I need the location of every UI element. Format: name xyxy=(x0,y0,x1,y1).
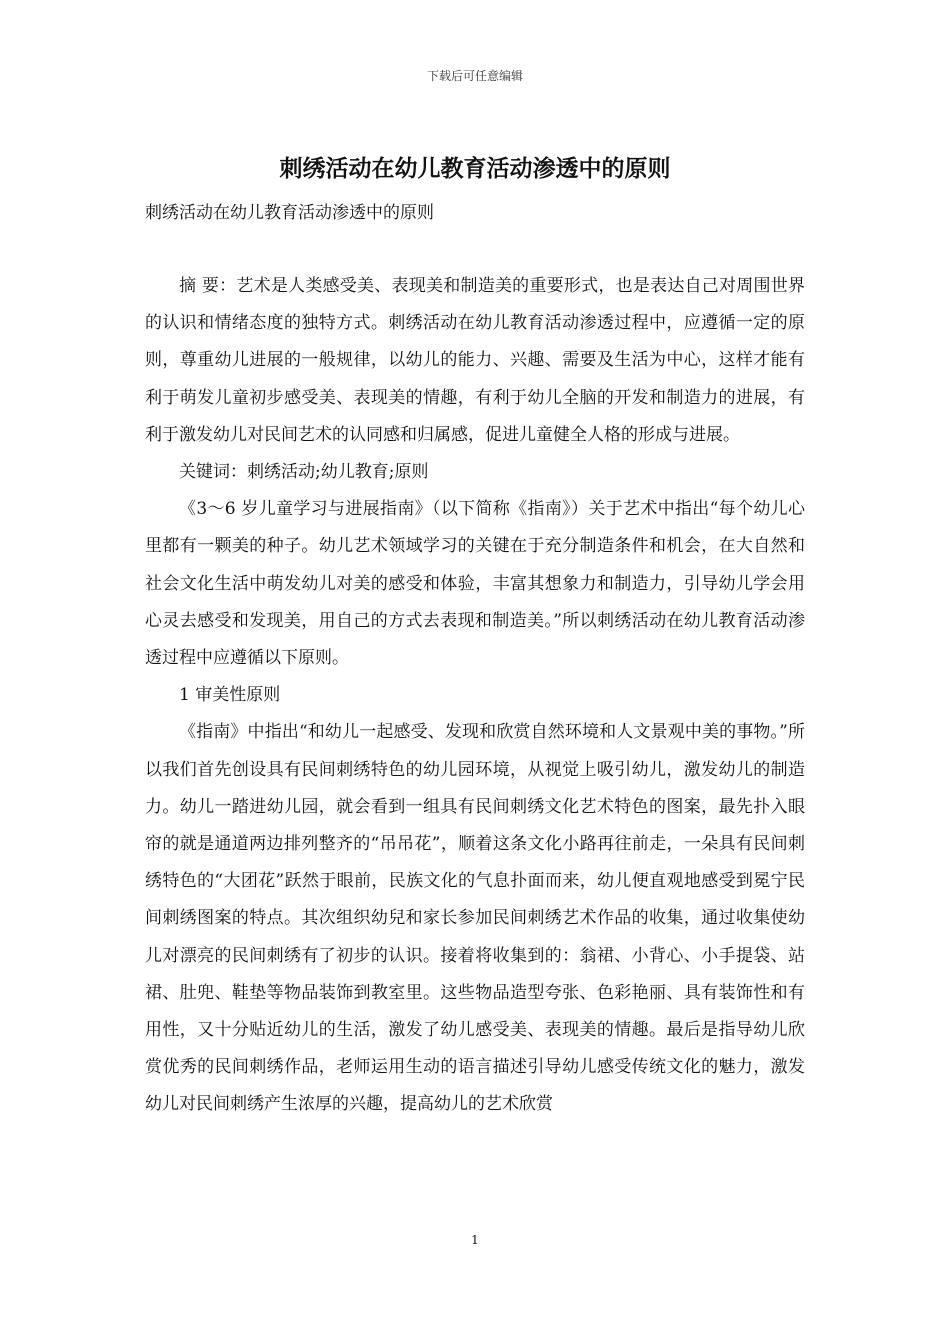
section-paragraph: 《指南》中指出“和幼儿一起感受、发现和欣赏自然环境和人文景观中美的事物。”所以我们首先创设具有民间刺绣特色的幼儿园环境，从视觉上吸引幼儿，激发幼儿的制造力。幼儿一踏进幼儿园，就会看到一组具有民间刺绣文化艺术特色的图案，最先扑入眼帘的就是通道两边排列整齐的“吊吊花”，顺着这条文化小路再往前走，一朵具有民间刺绣特色的“大团花”跃然于眼前，民族文化的气息扑面而来，幼儿便直观地感受到冕宁民间刺绣图案的特点。其次组织幼兒和家长参加民间刺绣艺术作品的收集，通过收集使幼儿对漂亮的民间刺绣有了初步的认识。接着将收集到的：翁裙、小背心、小手提袋、站裙、肚兜、鞋垫等物品装饰到教室里。这些物品造型夸张、色彩艳丽、具有装饰性和有用性，又十分贴近幼儿的生活，激发了幼儿感受美、表现美的情趣。最后是指导幼儿欣赏优秀的民间刺绣作品，老师运用生动的语言描述引导幼儿感受传统文化的魅力，激发幼儿对民间刺绣产生浓厚的兴趣，提高幼儿的艺术欣赏 xyxy=(145,722,805,1115)
section-heading: 1 审美性原则 xyxy=(179,685,281,706)
document-subtitle: 刺绣活动在幼儿教育活动渗透中的原则 xyxy=(145,203,434,223)
keywords-paragraph: 关键词：刺绣活动;幼儿教育;原则 xyxy=(179,462,429,483)
header-note: 下载后可任意编辑 xyxy=(426,69,523,83)
intro-paragraph: 《3～6 岁儿童学习与进展指南》（以下简称《指南》）关于艺术中指出“每个幼儿心里都有一颗美的种子。幼儿艺术领域学习的关键在于充分制造条件和机会，在大自然和社会文化生活中萌发幼儿对美的感受和体验，丰富其想象力和制造力，引导幼儿学会用心灵去感受和发现美，用自己的方式去表现和制造美。”所以刺绣活动在幼儿教育活动渗透过程中应遵循以下原则。 xyxy=(145,499,805,669)
abstract-paragraph: 摘 要：艺术是人类感受美、表现美和制造美的重要形式，也是表达自己对周围世界的认识和情绪态度的独特方式。刺绣活动在幼儿教育活动渗透过程中，应遵循一定的原则，尊重幼儿进展的一般规律，以幼儿的能力、兴趣、需要及生活为中心，这样才能有利于萌发儿童初步感受美、表现美的情趣，有利于幼儿全脑的开发和制造力的进展，有利于激发幼儿对民间艺术的认同感和归属感，促进儿童健全人格的形成与进展。 xyxy=(145,276,805,445)
document-title: 刺绣活动在幼儿教育活动渗透中的原则 xyxy=(279,155,671,182)
page-number: 1 xyxy=(471,1233,479,1247)
document-body xyxy=(145,268,805,1124)
